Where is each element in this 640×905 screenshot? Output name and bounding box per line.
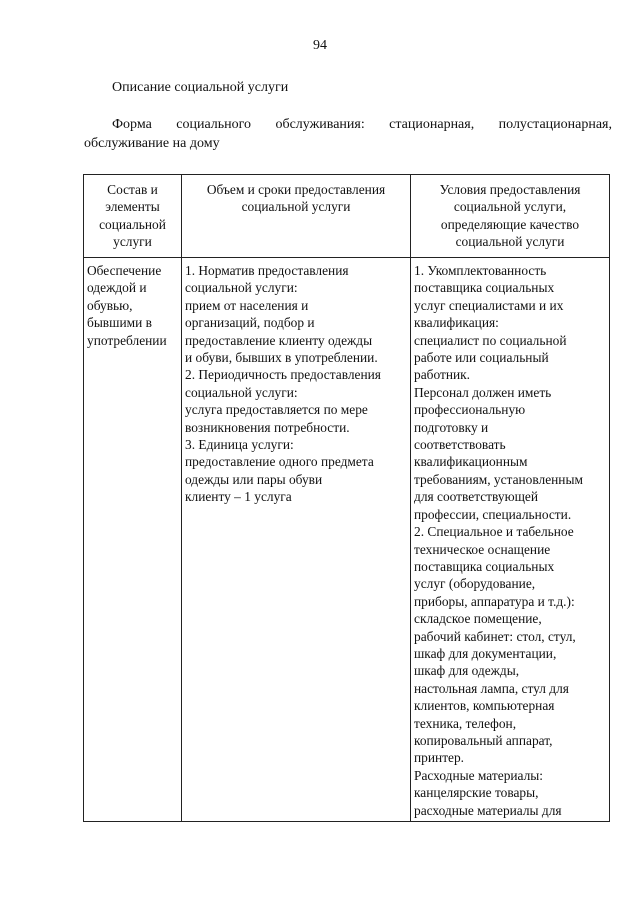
cell-text-line: услуг (оборудование, bbox=[414, 576, 536, 592]
cell-text-line: 3. Единица услуги: bbox=[185, 437, 294, 453]
service-form-paragraph bbox=[84, 115, 612, 153]
cell-text-line: прием от населения и bbox=[185, 297, 309, 313]
service-description-table bbox=[83, 174, 610, 822]
cell-text-line: техническое оснащение bbox=[414, 541, 551, 557]
cell-text-line: услуг специалистами и их bbox=[414, 297, 564, 313]
page-number: 94 bbox=[313, 38, 327, 53]
cell-text-line: принтер. bbox=[414, 750, 465, 766]
cell-text-line: клиенту – 1 услуга bbox=[185, 489, 292, 505]
table-header-row bbox=[84, 175, 610, 258]
cell-text-line: рабочий кабинет: стол, стул, bbox=[414, 628, 576, 644]
cell-text-line: приборы, аппаратура и т.д.): bbox=[414, 593, 575, 609]
cell-volume-and-terms bbox=[182, 258, 411, 822]
cell-text-line: канцелярские товары, bbox=[414, 785, 539, 801]
header-line: Условия предоставления bbox=[439, 182, 581, 197]
cell-text-line: профессии, специальности. bbox=[414, 506, 572, 522]
cell-text-line: работник. bbox=[414, 367, 471, 383]
header-line: Состав и bbox=[107, 182, 158, 197]
header-line: услуги bbox=[113, 234, 152, 250]
section-heading: Описание социальной услуги bbox=[112, 80, 289, 95]
cell-text-line: 2. Специальное и табельное bbox=[414, 524, 574, 540]
cell-text-line: профессиональную bbox=[414, 402, 526, 418]
header-line: определяющие качество bbox=[440, 216, 580, 232]
header-line: социальной услуги bbox=[241, 199, 351, 215]
cell-text-line: и обуви, бывших в употреблении. bbox=[185, 350, 378, 366]
cell-text-line: Персонал должен иметь bbox=[414, 384, 552, 400]
form-word: полустационарная, bbox=[498, 117, 612, 132]
header-line: Объем и сроки предоставления bbox=[206, 182, 386, 197]
cell-text-line: шкаф для документации, bbox=[414, 645, 557, 661]
header-line: социальной услуги, bbox=[453, 199, 567, 215]
form-word: социального bbox=[176, 117, 252, 132]
cell-text-line: шкаф для одежды, bbox=[414, 663, 520, 679]
cell-text-line: социальной услуги: bbox=[185, 280, 298, 296]
cell-text-line: 2. Периодичность предоставления bbox=[185, 367, 381, 383]
cell-text-line: социальной услуги: bbox=[185, 384, 298, 400]
cell-text-line: 1. Укомплектованность bbox=[414, 263, 547, 278]
cell-text-line: работе или социальный bbox=[414, 350, 549, 366]
form-word: Форма bbox=[112, 117, 152, 132]
cell-text-line: поставщика социальных bbox=[414, 280, 555, 296]
header-volume-and-terms bbox=[182, 175, 411, 258]
cell-text-line: требованиям, установленным bbox=[414, 471, 583, 487]
header-service-composition bbox=[84, 175, 182, 258]
cell-text-line: бывшими в bbox=[87, 315, 152, 331]
cell-conditions bbox=[411, 258, 610, 822]
cell-text-line: одеждой и bbox=[87, 280, 147, 296]
cell-text-line: поставщика социальных bbox=[414, 558, 555, 574]
cell-text-line: соответствовать bbox=[414, 437, 506, 453]
cell-text-line: предоставление одного предмета bbox=[185, 454, 374, 470]
header-line: элементы bbox=[105, 199, 160, 215]
cell-text-line: специалист по социальной bbox=[414, 332, 567, 348]
cell-text-line: настольная лампа, стул для bbox=[414, 680, 569, 696]
header-conditions bbox=[411, 175, 610, 258]
cell-text-line: копировальный аппарат, bbox=[414, 732, 553, 748]
cell-text-line: Расходные материалы: bbox=[414, 767, 544, 783]
cell-text-line: возникновения потребности. bbox=[185, 419, 350, 435]
form-word: стационарная, bbox=[389, 117, 475, 132]
cell-text-line: клиентов, компьютерная bbox=[414, 698, 555, 714]
cell-text-line: Обеспечение bbox=[87, 263, 162, 278]
table-row bbox=[84, 258, 610, 822]
cell-service-element bbox=[84, 258, 182, 822]
cell-text-line: 1. Норматив предоставления bbox=[185, 263, 349, 278]
cell-text-line: подготовку и bbox=[414, 419, 489, 435]
cell-text-line: обувью, bbox=[87, 297, 133, 313]
cell-text-line: расходные материалы для bbox=[414, 802, 562, 818]
form-word: обслуживания: bbox=[275, 117, 365, 132]
cell-text-line: квалификационным bbox=[414, 454, 528, 470]
cell-text-line: одежды или пары обуви bbox=[185, 471, 323, 487]
cell-text-line: складское помещение, bbox=[414, 611, 542, 627]
header-line: социальной bbox=[99, 216, 166, 232]
cell-text-line: квалификация: bbox=[414, 315, 499, 331]
cell-text-line: организаций, подбор и bbox=[185, 315, 315, 331]
cell-text-line: предоставление клиенту одежды bbox=[185, 332, 373, 348]
cell-text-line: услуга предоставляется по мере bbox=[185, 402, 368, 418]
header-line: социальной услуги bbox=[455, 234, 565, 250]
cell-text-line: техника, телефон, bbox=[414, 715, 517, 731]
service-form-line-1 bbox=[84, 115, 612, 134]
service-form-line-2: обслуживание на дому bbox=[84, 136, 220, 151]
cell-text-line: употреблении bbox=[87, 332, 167, 348]
cell-text-line: для соответствующей bbox=[414, 489, 538, 505]
